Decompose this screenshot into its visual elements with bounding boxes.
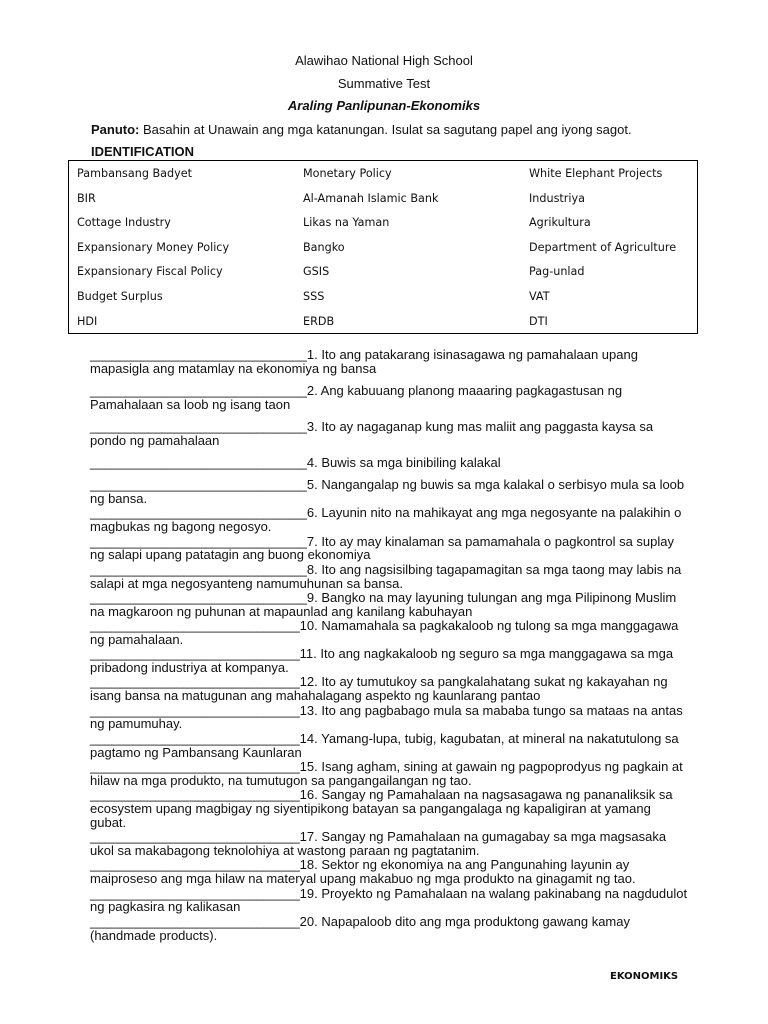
- word-bank-column-3: [529, 167, 676, 339]
- word-bank-term: Cottage Industry: [77, 216, 171, 230]
- word-bank-term: Expansionary Money Policy: [77, 240, 230, 254]
- question-number: 9.: [306, 589, 318, 605]
- question-number: 2.: [306, 382, 318, 398]
- question-item: [90, 732, 690, 760]
- question-text: Ito ang pagbabago mula sa mababa tungo sa mataas na antas ng pamumuhay.: [90, 702, 683, 732]
- answer-blank: _____________________________: [90, 787, 300, 803]
- answer-blank: ______________________________: [90, 477, 307, 493]
- answer-blank: ______________________________: [90, 418, 307, 434]
- word-bank-term: DTI: [529, 314, 548, 328]
- question-item: [90, 478, 690, 506]
- answer-blank: _____________________________: [90, 857, 300, 873]
- word-bank-term: Pag-unlad: [529, 265, 585, 279]
- answer-blank: ______________________________: [90, 561, 307, 577]
- question-list: [90, 348, 690, 943]
- answer-blank: _____________________________: [90, 885, 300, 901]
- word-bank-term: Industriya: [529, 191, 585, 205]
- answer-blank: _____________________________: [90, 829, 300, 845]
- question-text: Namamahala sa pagkakaloob ng tulong sa mga manggagawa ng pamahalaan.: [90, 618, 679, 647]
- question-number: 18.: [299, 857, 318, 873]
- answer-blank: _____________________________: [90, 730, 300, 746]
- question-item: [90, 760, 690, 788]
- question-number: 13.: [299, 702, 318, 718]
- question-item: [90, 675, 690, 703]
- question-number: 6.: [306, 505, 318, 521]
- answer-blank: ______________________________: [90, 505, 307, 521]
- question-number: 11.: [299, 646, 317, 662]
- question-item: [90, 420, 690, 448]
- answer-blank: ______________________________: [90, 454, 307, 470]
- answer-blank: ______________________________: [90, 533, 307, 549]
- question-text: Sangay ng Pamahalaan na gumagabay sa mga magsasaka ukol sa makabagong teknolohiya at wastong paraan ng pagtatanim.: [90, 829, 667, 858]
- question-number: 8.: [306, 561, 318, 577]
- word-bank-term: Agrikultura: [529, 216, 591, 230]
- question-text: Buwis sa mga binibiling kalakal: [321, 454, 501, 470]
- word-bank-column-2: [303, 167, 438, 339]
- question-number: 12.: [299, 674, 318, 690]
- question-text: Ito ay nagaganap kung mas maliit ang paggasta kaysa sa pondo ng pamahalaan: [90, 418, 654, 448]
- question-text: Isang agham, sining at gawain ng pagpoprodyus ng pagkain at hilaw na mga produkto, na tumutugon sa pangangailangan ng tao.: [90, 759, 683, 788]
- question-item: [90, 384, 690, 412]
- word-bank-term: Bangko: [303, 240, 345, 254]
- question-number: 5.: [306, 477, 318, 493]
- question-item: [90, 915, 690, 943]
- school-name: Alawihao National High School: [295, 53, 473, 68]
- question-text: Napapaloob dito ang mga produktong gawang kamay (handmade products).: [90, 913, 630, 943]
- word-bank-term: Likas na Yaman: [303, 216, 390, 230]
- answer-blank: _____________________________: [90, 618, 300, 634]
- word-bank-term: Expansionary Fiscal Policy: [77, 265, 223, 279]
- directions-label: Panuto:: [91, 122, 140, 137]
- answer-blank: _____________________________: [90, 674, 300, 690]
- word-bank-column-1: [77, 167, 229, 339]
- question-item: [90, 348, 690, 376]
- question-item: [90, 456, 690, 470]
- question-text: Ito ang patakarang isinasagawa ng pamahalaan upang mapasigla ang matamlay na ekonomiya ng bansa: [90, 347, 638, 376]
- question-number: 16.: [299, 787, 318, 803]
- question-text: Sangay ng Pamahalaan na nagsasagawa ng pananaliksik sa ecosystem upang magbigay ng siyentipikong batayan sa pangangalaga ng kapaligiran at yamang gubat.: [90, 787, 673, 830]
- question-text: Bangko na may layuning tulungan ang mga Pilipinong Muslim na magkaroon ng puhunan at mapaunlad ang kanilang kabuhayan: [90, 589, 677, 619]
- question-item: [90, 591, 690, 619]
- question-number: 1.: [306, 347, 318, 362]
- word-bank: [68, 160, 698, 334]
- question-text: Ito ay may kinalaman sa pamamahala o pagkontrol sa suplay ng salapi upang patatagin ang buong ekonomiya: [90, 533, 675, 563]
- directions: [91, 122, 632, 137]
- test-title: Summative Test: [337, 76, 431, 91]
- question-number: 4.: [306, 454, 318, 470]
- subject-title: Araling Panlipunan-Ekonomiks: [287, 98, 481, 113]
- question-number: 3.: [306, 418, 318, 434]
- word-bank-term: VAT: [529, 289, 550, 303]
- question-number: 10.: [299, 618, 318, 634]
- question-item: [90, 563, 690, 591]
- question-item: [90, 619, 690, 647]
- word-bank-term: BIR: [77, 191, 96, 205]
- answer-blank: ______________________________: [90, 589, 307, 605]
- question-text: Ito ay tumutukoy sa pangkalahatang sukat ng kakayahan ng isang bansa na matugunan ang mahahalagang aspekto ng kaunlarang pantao: [90, 674, 668, 704]
- question-text: Sektor ng ekonomiya na ang Pangunahing layunin ay maiproseso ang mga hilaw na materyal upang makabuo ng mga produkto na ginagamit ng tao.: [90, 857, 636, 887]
- question-number: 7.: [306, 533, 318, 549]
- footer-label: EKONOMIKS: [610, 971, 679, 982]
- question-item: [90, 788, 690, 829]
- word-bank-term: White Elephant Projects: [529, 167, 663, 180]
- question-item: [90, 647, 690, 675]
- question-text: Ito ang nagkakaloob ng seguro sa mga manggagawa sa mga pribadong industriya at kompanya.: [90, 646, 674, 676]
- question-number: 17.: [299, 829, 318, 845]
- answer-blank: _____________________________: [90, 646, 300, 662]
- word-bank-term: Budget Surplus: [77, 289, 163, 303]
- question-number: 14.: [299, 730, 318, 746]
- question-text: Ang kabuuang planong maaaring pagkagastusan ng Pamahalaan sa loob ng isang taon: [90, 382, 623, 412]
- question-item: [90, 858, 690, 886]
- answer-blank: _____________________________: [90, 702, 300, 718]
- question-text: Nangangalap ng buwis sa mga kalakal o serbisyo mula sa loob ng bansa.: [90, 477, 685, 506]
- word-bank-term: Al-Amanah Islamic Bank: [303, 191, 439, 205]
- answer-blank: ______________________________: [90, 347, 307, 362]
- question-number: 15.: [299, 759, 318, 775]
- question-item: [90, 506, 690, 534]
- question-item: [90, 535, 690, 563]
- word-bank-term: Department of Agriculture: [529, 240, 677, 254]
- answer-blank: ______________________________: [90, 382, 307, 398]
- word-bank-term: HDI: [77, 314, 98, 328]
- word-bank-term: ERDB: [303, 314, 335, 328]
- answer-blank: _____________________________: [90, 913, 300, 929]
- question-text: Layunin nito na mahikayat ang mga negosyante na palakihin o magbukas ng bagong negosyo.: [90, 505, 682, 535]
- question-text: Yamang-lupa, tubig, kagubatan, at mineral na nakatutulong sa pagtamo ng Pambansang Kaunlaran: [90, 730, 679, 760]
- question-item: [90, 704, 690, 732]
- question-number: 20.: [299, 913, 318, 929]
- section-heading: IDENTIFICATION: [91, 144, 195, 159]
- directions-text: Basahin at Unawain ang mga katanungan. Isulat sa sagutang papel ang iyong sagot.: [143, 122, 632, 137]
- word-bank-term: SSS: [303, 289, 325, 303]
- question-number: 19.: [299, 885, 318, 901]
- word-bank-term: Monetary Policy: [303, 167, 392, 180]
- answer-blank: _____________________________: [90, 759, 300, 775]
- word-bank-term: Pambansang Badyet: [77, 167, 192, 180]
- word-bank-term: GSIS: [303, 265, 330, 279]
- question-item: [90, 887, 690, 915]
- question-item: [90, 830, 690, 858]
- question-text: Proyekto ng Pamahalaan na walang pakinabang na nagdudulot ng pagkasira ng kalikasan: [90, 885, 688, 915]
- question-text: Ito ang nagsisilbing tagapamagitan sa mga taong may labis na salapi at mga negosyanteng namumuhunan sa bansa.: [90, 561, 682, 591]
